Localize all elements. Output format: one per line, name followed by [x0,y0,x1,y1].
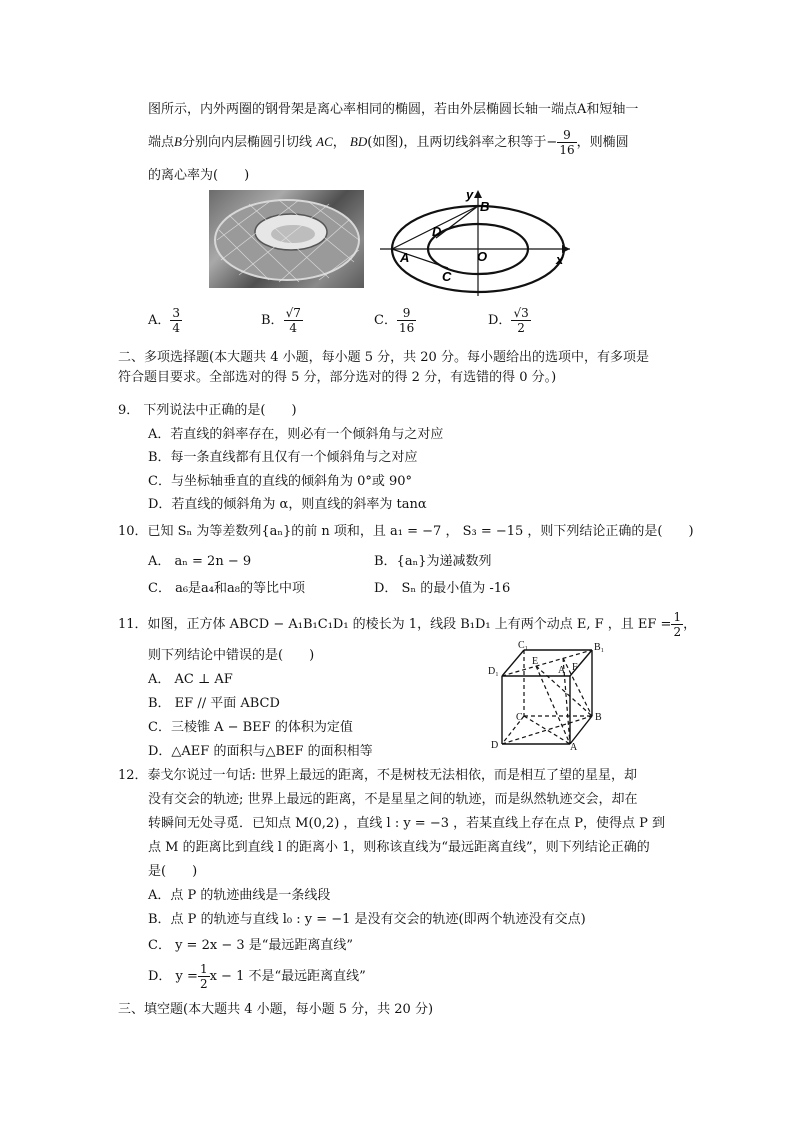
q12-text: D． y = [148,969,198,984]
q9-option-d: D．若直线的倾斜角为 α，则直线的斜率为 tanα [148,497,427,512]
q10-option-d: D． Sₙ 的最小值为 -16 [374,581,511,596]
q12-option-c: C． y = 2x − 3 是“最远距离直线” [148,938,354,953]
q11-text: 11．如图，正方体 ABCD − A₁B₁C₁D₁ 的棱长为 1，线段 B₁D₁ 上有两个动点 E, F ，且 EF = [118,617,672,632]
frac-num: 9 [557,128,576,143]
q12-line1: 12．泰戈尔说过一句话: 世界上最远的距离，不是树枝无法相依，而是相互了望的星星，却 [118,768,638,783]
q12-text: x − 1 不是“最远距离直线” [209,969,366,984]
q11-stem [118,610,696,639]
q10-option-b: B．{aₙ}为递减数列 [374,554,492,569]
option-label: A． [148,313,171,328]
cube-figure [488,640,608,752]
q9-option-c: C．与坐标轴垂直的直线的倾斜角为 0°或 90° [148,474,413,489]
q9-option-b: B．每一条直线都有且仅有一个倾斜角与之对应 [148,450,418,465]
q8-line1: 图所示，内外两圈的钢骨架是离心率相同的椭圆，若由外层椭圆长轴一端点A和短轴一 [148,102,639,117]
cube-label-a-top: A [558,665,566,676]
q12-line5: 是( ) [148,864,198,879]
q12-line2: 没有交会的轨迹; 世界上最远的距离，不是星星之间的轨迹，而是纵然轨迹交会，却在 [148,792,638,807]
option-fraction [397,306,416,335]
q8-minus: − [546,135,558,150]
q8-option-c [374,306,416,335]
option-label: B． [261,313,284,328]
q11-ef-fraction [671,610,683,639]
cube-label-d1: D₁ [488,666,499,677]
q8-line3: 的离心率为( ) [148,168,250,183]
q11-option-a: A． AC ⊥ AF [148,672,233,687]
q8-option-a [148,306,182,335]
q12-option-a: A．点 P 的轨迹曲线是一条线段 [148,888,331,903]
q11-line2: 则下列结论中错误的是( ) [148,648,315,663]
cube-label-d: D [491,740,499,751]
q12-line3: 转瞬间无处寻觅．已知点 M(0,2) ，直线 l : y = −3 ，若某直线上存在点 P，使得点 P 到 [148,816,666,831]
option-label: C． [374,313,397,328]
frac-num: √3 [513,306,529,320]
frac-den: 16 [559,143,575,157]
q11-option-d: D．△AEF 的面积与△BEF 的面积相等 [148,744,373,759]
q10-stem: 10．已知 Sₙ 为等差数列{aₙ}的前 n 项和，且 a₁ = −7 ， S₃ = −15 ，则下列结论正确的是( ) [118,524,694,539]
option-fraction [511,306,530,335]
q9-stem: 9． 下列说法中正确的是( ) [118,403,297,418]
frac-num: 1 [673,610,682,624]
q8-text: (如图)，且两切线斜率之积等于 [367,135,547,150]
ellipse-figure [380,186,580,298]
q11-text: ， [683,617,697,632]
label-o: O [477,249,488,264]
frac-num: 1 [199,962,208,976]
q8-line-bd: BD [349,134,368,149]
q11-option-b: B． EF // 平面 ABCD [148,696,280,711]
frac-den: 4 [172,321,181,335]
label-b: B [480,199,490,214]
frac-den: 2 [199,977,208,991]
cube-label-c: C [516,712,523,723]
option-fraction [170,306,182,335]
q12-d-fraction [198,962,210,991]
frac-den: 2 [517,321,525,335]
section3-heading: 三、填空题(本大题共 4 小题，每小题 5 分，共 20 分) [118,1002,434,1017]
q8-point-b: B [174,134,182,149]
label-a: A [400,250,410,265]
q11-option-c: C．三棱锥 A − BEF 的体积为定值 [148,720,353,735]
q8-text: 分别向内层椭圆引切线 [181,135,312,150]
q8-line-ac: AC [316,134,333,149]
cube-label-b: B [595,712,602,723]
label-x: x [556,252,564,267]
q12-line4: 点 M 的距离比到直线 l 的距离小 1，则称该直线为“最远距离直线”，则下列结论正确的 [148,840,650,855]
q10-option-c: C． a₆是a₄和a₈的等比中项 [148,581,305,596]
q10-option-a: A． aₙ = 2n − 9 [148,554,252,569]
cube-label-c1: C₁ [518,640,529,651]
label-d: D [432,224,442,239]
section2-heading-line1: 二、多项选择题(本大题共 4 小题，每小题 5 分，共 20 分。每小题给出的选项中，有多项是 [118,350,649,365]
label-c: C [442,269,452,284]
q8-text: ，则椭圆 [576,135,629,150]
q9-option-a: A．若直线的斜率存在，则必有一个倾斜角与之对应 [148,427,444,442]
q8-text: ， [332,135,346,150]
option-fraction [284,306,303,335]
q8-text: 端点 [148,135,175,150]
frac-den: 2 [673,625,682,639]
frac-num: √7 [285,306,301,320]
frac-den: 16 [398,321,415,335]
option-label: D． [488,313,512,328]
cube-label-f: F [572,662,578,673]
frac-num: 3 [172,306,181,320]
q8-slope-fraction [557,128,576,157]
frac-den: 4 [289,321,298,335]
q12-option-b: B．点 P 的轨迹与直线 l₀ : y = −1 是没有交会的轨迹(即两个轨迹没有交点) [148,912,586,927]
label-y: y [466,187,474,202]
cube-label-a: A [570,742,578,752]
q12-option-d [148,962,366,991]
frac-num: 9 [397,306,416,321]
q8-option-d [488,306,531,335]
cube-label-e: E [532,656,539,667]
q8-option-b [261,306,303,335]
cube-label-b1: B₁ [594,642,605,653]
section2-heading-line2: 符合题目要求。全部选对的得 5 分，部分选对的得 2 分，有选错的得 0 分。) [118,370,557,385]
stadium-photo [209,190,364,288]
q8-line2 [148,128,629,157]
